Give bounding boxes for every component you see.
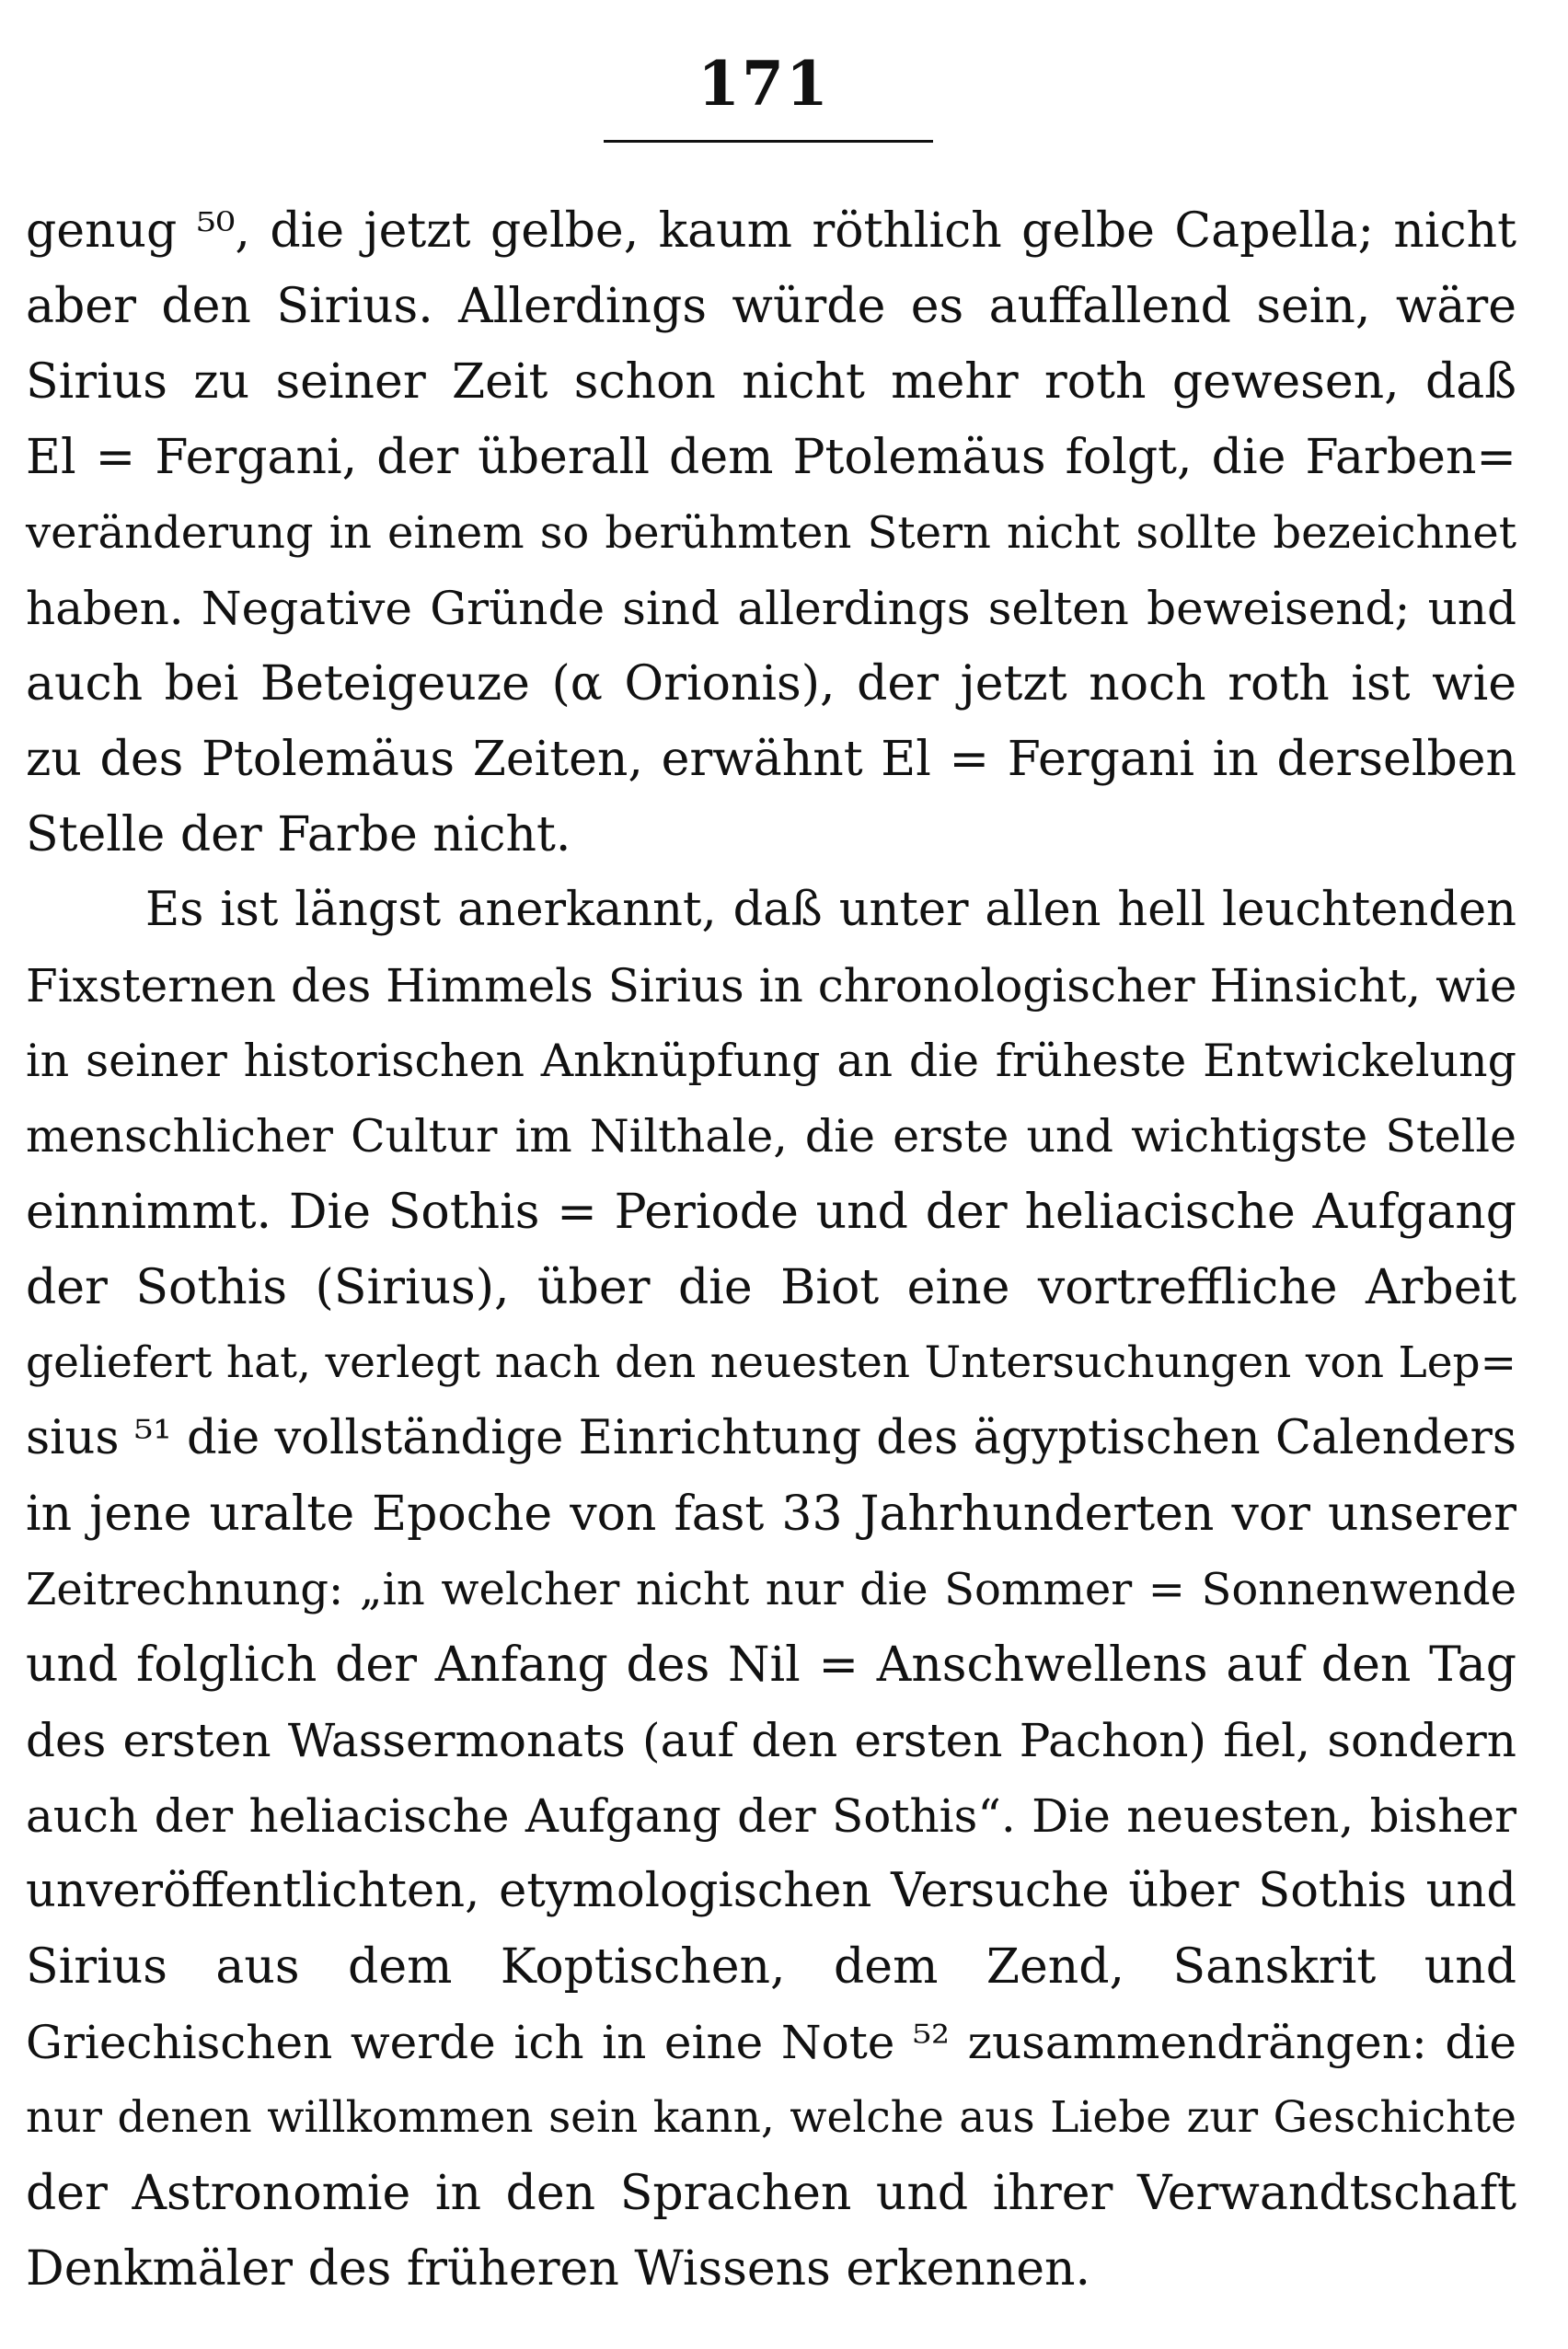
text-line: einnimmt. Die Sothis = Periode und der heliacische Aufgang [26, 1185, 1516, 1240]
text-line: geliefert hat, verlegt nach den neuesten Untersuchungen von Lep= [26, 1337, 1516, 1388]
text-line: Griechischen werde ich in eine Note ⁵² zusammendrängen: die [26, 2016, 1516, 2069]
text-line: zu des Ptolemäus Zeiten, erwähnt El = Fergani in derselben [26, 732, 1516, 787]
text-line: des ersten Wassermonats (auf den ersten Pachon) fiel, sondern [26, 1714, 1516, 1767]
text-line: der Sothis (Sirius), über die Biot eine vortreffliche Arbeit [26, 1260, 1516, 1315]
header-rule [604, 140, 933, 143]
text-line: Sirius aus dem Koptischen, dem Zend, Sanskrit und [26, 1939, 1516, 1995]
text-line: Es ist längst anerkannt, daß unter allen hell leuchtenden [145, 883, 1516, 937]
text-line: El = Fergani, der überall dem Ptolemäus folgt, die Farben= [26, 430, 1516, 485]
text-line: Denkmäler des früheren Wissens erkennen. [26, 2241, 1091, 2297]
paragraph [26, 193, 1516, 873]
body-text [26, 193, 1516, 2307]
text-line: veränderung in einem so berühmten Stern nicht sollte bezeichnet [26, 507, 1516, 559]
text-line: menschlicher Cultur im Nilthale, die erste und wichtigste Stelle [26, 1110, 1516, 1163]
text-line: aber den Sirius. Allerdings würde es auffallend sein, wäre [26, 279, 1516, 334]
text-line: Stelle der Farbe nicht. [26, 807, 571, 862]
text-line: auch der heliacische Aufgang der Sothis“. Die neuesten, bisher [26, 1789, 1516, 1843]
text-line: Sirius zu seiner Zeit schon nicht mehr roth gewesen, daß [26, 354, 1516, 410]
paragraph [26, 873, 1516, 2307]
text-line: nur denen willkommen sein kann, welche aus Liebe zur Geschichte [26, 2092, 1516, 2143]
text-line: unveröffentlichten, etymologischen Versuche über Sothis und [26, 1864, 1516, 1918]
text-line: in seiner historischen Anknüpfung an die früheste Entwickelung [26, 1035, 1516, 1087]
text-line: der Astronomie in den Sprachen und ihrer Verwandtschaft [26, 2166, 1516, 2221]
text-line: auch bei Beteigeuze (α Orionis), der jetzt noch roth ist wie [26, 656, 1516, 712]
text-line: Fixsternen des Himmels Sirius in chronologischer Hinsicht, wie [26, 959, 1517, 1012]
text-line: haben. Negative Gründe sind allerdings selten beweisend; und [26, 582, 1516, 635]
text-line: genug ⁵⁰, die jetzt gelbe, kaum röthlich gelbe Capella; nicht [26, 203, 1516, 259]
text-line: und folglich der Anfang des Nil = Anschwellens auf den Tag [26, 1637, 1516, 1693]
text-line: Zeitrechnung: „in welcher nicht nur die Sommer = Sonnenwende [26, 1564, 1516, 1615]
page-number: 171 [698, 48, 830, 120]
text-line: in jene uralte Epoche von fast 33 Jahrhunderten vor unserer [26, 1487, 1516, 1542]
text-line: sius ⁵¹ die vollständige Einrichtung des ägyptischen Calenders [26, 1411, 1516, 1465]
